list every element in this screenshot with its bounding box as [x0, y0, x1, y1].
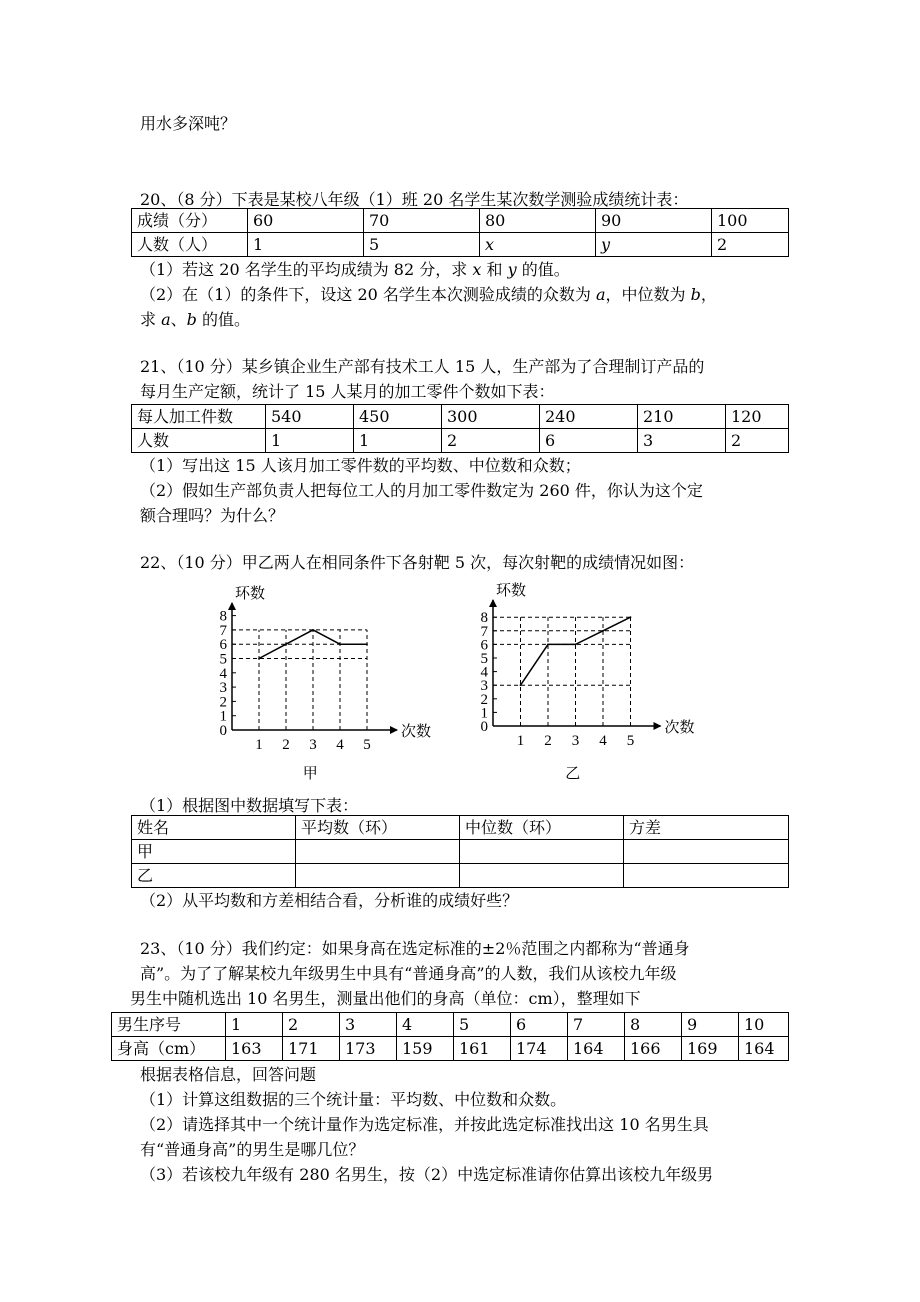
x-tick-label: 3 [309, 737, 317, 753]
table-cell: 成绩（分） [132, 209, 248, 233]
table-cell: 姓名 [132, 816, 296, 840]
y-tick-label: 1 [480, 705, 488, 722]
table-cell: 164 [568, 1037, 625, 1061]
data-point [547, 644, 549, 646]
q20-header: 20、（8 分）下表是某校八年级（1）班 20 名学生某次数学测验成绩统计表： [140, 190, 689, 209]
data-point [602, 630, 604, 632]
y-tick-label: 8 [219, 608, 227, 625]
q23-header-line1: 23、（10 分）我们约定：如果身高在选定标准的±2％范围之内都称为“普通身 [140, 939, 690, 958]
table-cell: 每人加工件数 [132, 405, 266, 429]
chart-caption: 甲 [302, 766, 318, 782]
y-tick-label: 2 [219, 694, 227, 711]
table-cell: 159 [397, 1037, 454, 1061]
variable: b [186, 310, 197, 329]
table-cell: 男生序号 [112, 1013, 226, 1037]
y-axis-label: 环数 [235, 586, 266, 602]
table-row [132, 864, 789, 888]
table-cell: 7 [568, 1013, 625, 1037]
table-cell: 10 [739, 1013, 789, 1037]
table-cell [296, 840, 460, 864]
x-tick-label: 5 [626, 733, 635, 749]
variable: b [690, 285, 701, 304]
data-point [258, 658, 260, 660]
table-cell: 450 [354, 405, 442, 429]
table-cell: 300 [442, 405, 540, 429]
table-row [132, 840, 789, 864]
table-cell: 173 [340, 1037, 397, 1061]
text-run: 和 [481, 260, 508, 279]
table-cell: 90 [596, 209, 712, 233]
y-tick-label: 6 [219, 637, 227, 654]
table-cell: 1 [226, 1013, 283, 1037]
table-cell [624, 864, 789, 888]
y-tick-label: 3 [219, 680, 227, 697]
table-cell: 169 [682, 1037, 739, 1061]
table-cell: 中位数（环） [460, 816, 624, 840]
y-tick-label: 7 [219, 622, 227, 639]
text-run: ， [700, 285, 717, 304]
table-cell: 2 [712, 233, 789, 257]
table-cell: 5 [364, 233, 480, 257]
table-cell: 240 [540, 405, 638, 429]
data-point [312, 629, 314, 631]
table-cell: 甲 [132, 840, 296, 864]
text-run: 的值。 [516, 260, 570, 279]
q23-info: 根据表格信息，回答问题 [140, 1065, 317, 1084]
table-cell: 3 [638, 429, 726, 453]
y-tick-label: 7 [480, 623, 488, 640]
chart-yi [481, 582, 695, 782]
q21-sub2-line2: 额合理吗？为什么？ [140, 506, 285, 525]
q22-answer-table [131, 815, 789, 888]
x-tick-label: 1 [516, 733, 525, 749]
x-tick-label: 2 [282, 737, 290, 753]
text-run: ，中位数为 [605, 285, 691, 304]
data-point [339, 643, 341, 645]
text-run: （2）在（1）的条件下，设这 20 名学生本次测验成绩的众数为 [140, 285, 596, 304]
table-cell [296, 864, 460, 888]
table-cell: 161 [454, 1037, 511, 1061]
table-cell: 5 [454, 1013, 511, 1037]
table-cell: 164 [739, 1037, 789, 1061]
variable-y: y [601, 234, 611, 254]
table-cell: 171 [283, 1037, 340, 1061]
y-tick-label: 6 [480, 637, 488, 654]
x-tick-label: 2 [544, 733, 552, 749]
variable: y [507, 260, 517, 279]
table-cell: 4 [397, 1013, 454, 1037]
y-tick-label: 8 [480, 610, 488, 627]
x-axis-label: 次数 [664, 720, 695, 736]
table-cell: 8 [625, 1013, 682, 1037]
chart-caption: 乙 [565, 766, 581, 782]
y-tick-label: 5 [219, 651, 227, 668]
q23-sub3: （3）若该校九年级有 280 名男生，按（2）中选定标准请你估算出该校九年级男 [140, 1165, 714, 1184]
table-cell: 方差 [624, 816, 789, 840]
variable: x [472, 260, 482, 279]
table-cell [624, 840, 789, 864]
q22-header: 22、（10 分）甲乙两人在相同条件下各射靶 5 次，每次射靶的成绩情况如图： [140, 553, 695, 572]
table-cell: 100 [712, 209, 789, 233]
table-cell: 人数 [132, 429, 266, 453]
q23-header-line3: 男生中随机选出 10 名男生，测量出他们的身高（单位：cm），整理如下 [130, 989, 641, 1008]
text-run: 的值。 [196, 310, 250, 329]
y-tick-label: 0 [219, 723, 227, 739]
x-tick-label: 5 [363, 737, 371, 753]
y-tick-label: 0 [480, 719, 488, 735]
y-tick-label: 4 [480, 664, 488, 681]
table-cell: 身高（cm） [112, 1037, 226, 1061]
q21-header-line1: 21、（10 分）某乡镇企业生产部有技术工人 15 人，生产部为了合理制订产品的 [140, 357, 705, 376]
variable: a [161, 310, 171, 329]
table-cell: 人数（人） [132, 233, 248, 257]
table-cell [460, 840, 624, 864]
data-point [575, 644, 577, 646]
table-cell: 2 [442, 429, 540, 453]
table-cell: 163 [226, 1037, 283, 1061]
q21-sub2-line1: （2）假如生产部负责人把每位工人的月加工零件数定为 260 件，你认为这个定 [140, 481, 703, 500]
chart-jia [220, 585, 432, 782]
text-run: 、 [170, 310, 187, 329]
table-cell: 9 [682, 1013, 739, 1037]
x-tick-label: 3 [571, 733, 580, 749]
text-run: 求 [140, 310, 162, 329]
x-tick-label: 1 [255, 737, 263, 753]
table-row [112, 1013, 789, 1037]
intro-line: 用水多深吨？ [140, 114, 237, 133]
variable: a [595, 285, 606, 304]
y-axis-label: 环数 [496, 583, 527, 599]
y-tick-label: 5 [480, 651, 488, 667]
q21-sub1: （1）写出这 15 人该月加工零件数的平均数、中位数和众数； [140, 456, 581, 475]
table-cell: 乙 [132, 864, 296, 888]
table-row [112, 1037, 789, 1061]
x-axis-label: 次数 [401, 724, 432, 740]
table-cell: 1 [354, 429, 442, 453]
table-cell: 6 [540, 429, 638, 453]
q23-sub1: （1）计算这组数据的三个统计量：平均数、中位数和众数。 [140, 1090, 567, 1109]
y-tick-label: 1 [219, 708, 227, 725]
q22-sub1: （1）根据图中数据填写下表： [140, 796, 359, 815]
y-tick-label: 3 [480, 678, 488, 695]
table-cell: 70 [364, 209, 480, 233]
variable-x: x [485, 234, 495, 254]
q23-sub2-line1: （2）请选择其中一个统计量作为选定标准，并按此选定标准找出这 10 名男生具 [140, 1115, 709, 1134]
data-point [285, 643, 287, 645]
table-cell: 120 [726, 405, 789, 429]
y-tick-label: 2 [480, 691, 488, 708]
x-tick-label: 4 [599, 733, 607, 749]
q23-height-table [111, 1012, 789, 1061]
table-cell: 3 [340, 1013, 397, 1037]
text-run: （1）若这 20 名学生的平均成绩为 82 分，求 [140, 260, 473, 279]
table-cell: 174 [511, 1037, 568, 1061]
table-cell: 6 [511, 1013, 568, 1037]
table-cell [460, 864, 624, 888]
table-cell: 1 [266, 429, 354, 453]
q22-sub2: （2）从平均数和方差相结合看，分析谁的成绩好些？ [140, 891, 519, 910]
q23-sub2-line2: 有“普通身高”的男生是哪几位？ [140, 1140, 365, 1159]
data-point [366, 643, 368, 645]
table-cell: 540 [266, 405, 354, 429]
table-cell: 80 [480, 209, 596, 233]
table-cell: 166 [625, 1037, 682, 1061]
y-tick-label: 4 [219, 665, 227, 682]
table-cell: 平均数（环） [296, 816, 460, 840]
table-cell: 210 [638, 405, 726, 429]
table-cell: 2 [726, 429, 789, 453]
table-cell: 1 [248, 233, 364, 257]
x-tick-label: 4 [336, 737, 344, 753]
data-point [520, 684, 522, 686]
q21-header-line2: 每月生产定额，统计了 15 人某月的加工零件个数如下表： [140, 382, 555, 401]
table-cell: 2 [283, 1013, 340, 1037]
table-cell: 60 [248, 209, 364, 233]
data-point [630, 616, 632, 618]
table-row [132, 816, 789, 840]
q23-header-line2: 高”。为了了解某校九年级男生中具有“普通身高”的人数，我们从该校九年级 [140, 964, 677, 983]
